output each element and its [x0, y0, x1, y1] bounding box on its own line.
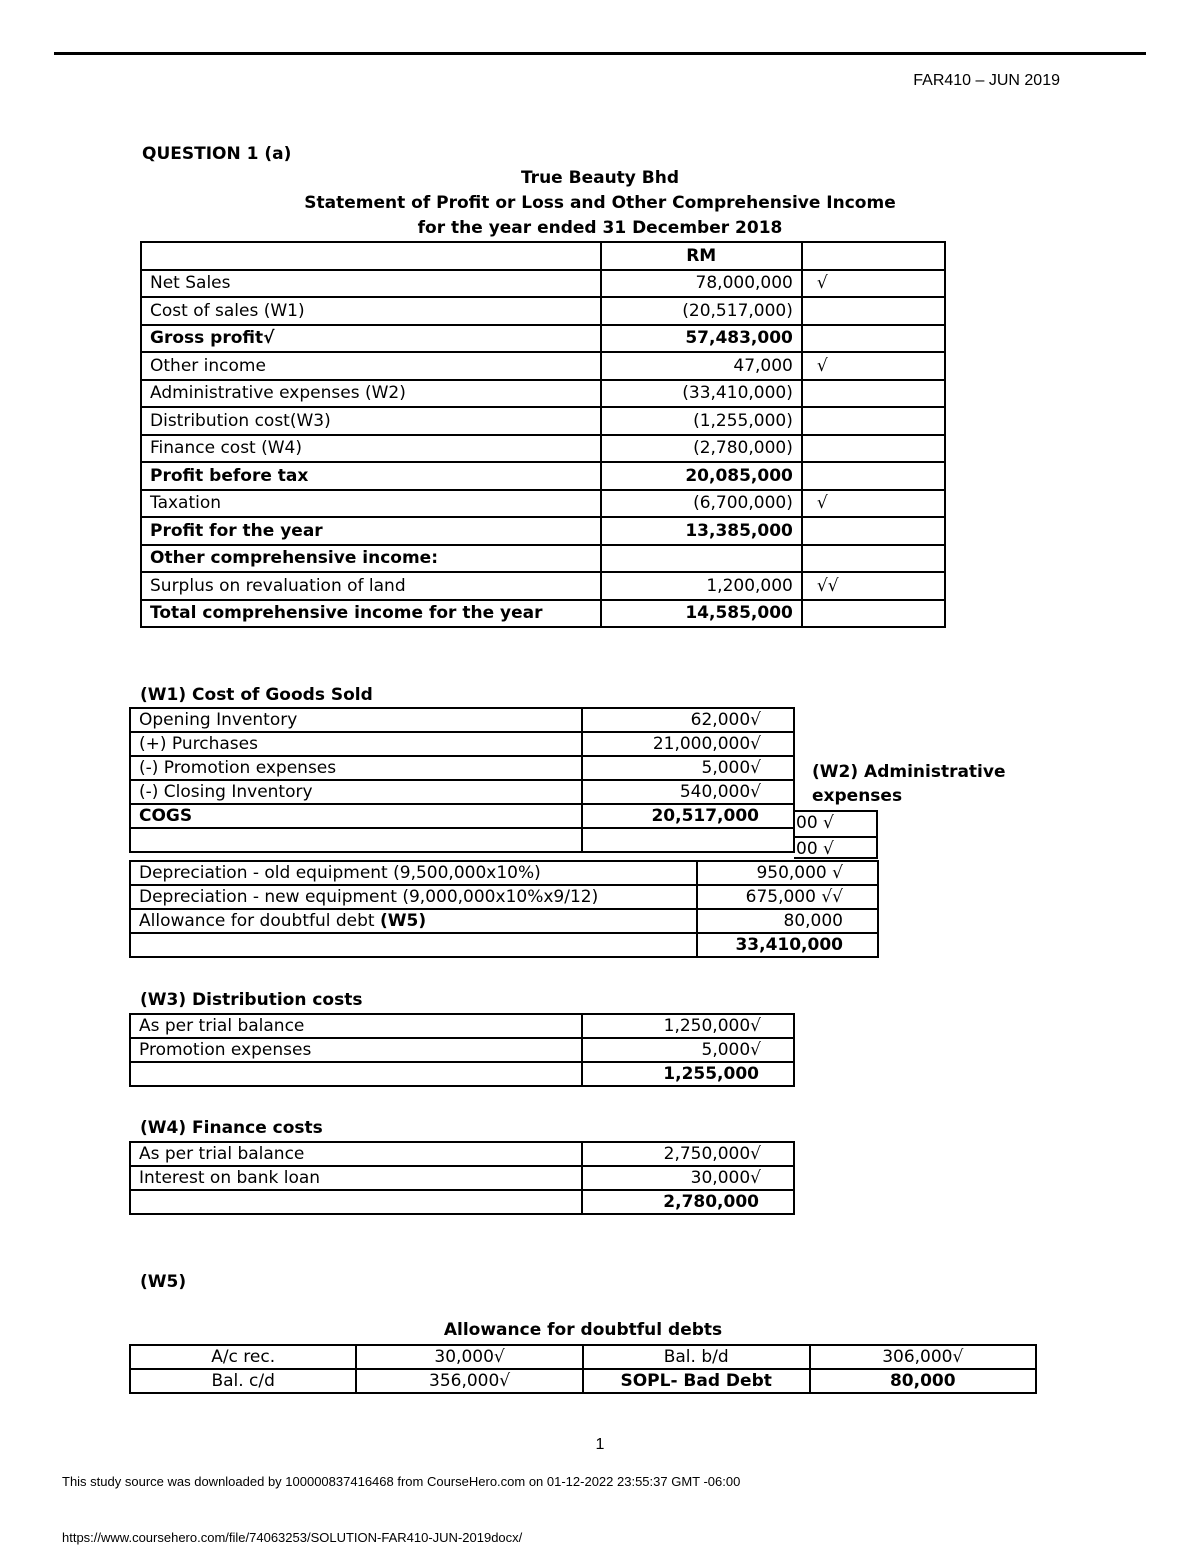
w2-title-line2: expenses — [812, 786, 903, 806]
sopl-row — [141, 325, 945, 353]
sopl-header-blank — [141, 242, 601, 270]
sopl-line-label: Surplus on revaluation of land — [141, 572, 601, 600]
sopl-line-label: Taxation — [141, 490, 601, 518]
sopl-line-tick: √√ — [802, 572, 945, 600]
sopl-line-amount: 20,085,000 — [601, 462, 802, 490]
w2-line-label: Depreciation - old equipment (9,500,000x10%) — [130, 861, 697, 885]
w4-line-label: As per trial balance — [130, 1142, 582, 1166]
sopl-line-amount: 14,585,000 — [601, 600, 802, 628]
w1-row — [130, 708, 794, 732]
w3-title: (W3) Distribution costs — [140, 990, 363, 1010]
sopl-line-label: Gross profit√ — [141, 325, 601, 353]
w5-debit-label-2: Bal. c/d — [130, 1369, 356, 1393]
page-number: 1 — [595, 1436, 605, 1453]
source-url[interactable]: https://www.coursehero.com/file/74063253/SOLUTION-FAR410-JUN-2019docx/ — [62, 1530, 523, 1545]
sopl-line-tick — [802, 297, 945, 325]
sopl-line-amount: 47,000 — [601, 352, 802, 380]
sopl-header-row — [141, 242, 945, 270]
tick-header-blank — [802, 242, 945, 270]
w5-row-2 — [130, 1369, 1036, 1393]
w2-line-amount: 675,000 √√ — [697, 885, 879, 909]
w2-title-line1: (W2) Administrative — [812, 762, 1006, 782]
sopl-line-tick — [802, 462, 945, 490]
sopl-line-amount: 1,200,000 — [601, 572, 802, 600]
sopl-line-amount: 57,483,000 — [601, 325, 802, 353]
sopl-line-amount: (2,780,000) — [601, 435, 802, 463]
w4-row — [130, 1166, 794, 1190]
w2-row — [130, 885, 878, 909]
statement-title: Statement of Profit or Loss and Other Comprehensive Income — [304, 193, 896, 213]
w5-reference: (W5) — [379, 911, 427, 931]
sopl-line-label: Distribution cost(W3) — [141, 407, 601, 435]
sopl-line-label: Other income — [141, 352, 601, 380]
w5-debit-amount-2: 356,000√ — [356, 1369, 582, 1393]
w3-line-amount: 5,000√ — [582, 1038, 794, 1062]
w5-ledger-table — [129, 1344, 1037, 1394]
sopl-row — [141, 297, 945, 325]
w1-row — [130, 756, 794, 780]
w1-line-label: (-) Promotion expenses — [130, 756, 582, 780]
w1-blank-cell — [582, 828, 794, 852]
sopl-row — [141, 380, 945, 408]
w3-total-row — [130, 1062, 794, 1086]
sopl-line-tick — [802, 545, 945, 573]
w2-row — [130, 909, 878, 933]
w3-line-label: As per trial balance — [130, 1014, 582, 1038]
sopl-line-amount — [601, 545, 802, 573]
w1-blank-cell — [130, 828, 582, 852]
w3-row — [130, 1014, 794, 1038]
w2-line-label: Depreciation - new equipment (9,000,000x10%x9/12) — [130, 885, 697, 909]
sopl-line-label: Administrative expenses (W2) — [141, 380, 601, 408]
w5-debit-label-1: A/c rec. — [130, 1345, 356, 1369]
w2-row — [130, 861, 878, 885]
w5-account-title: Allowance for doubtful debts — [443, 1320, 723, 1340]
w4-total-blank — [130, 1190, 582, 1214]
w1-row — [130, 780, 794, 804]
w4-table — [129, 1141, 795, 1215]
w2-line-amount: 80,000 — [697, 909, 879, 933]
sopl-row — [141, 270, 945, 298]
sopl-line-amount: (20,517,000) — [601, 297, 802, 325]
sopl-line-label: Total comprehensive income for the year — [141, 600, 601, 628]
w2-table — [129, 860, 879, 958]
currency-header: RM — [601, 242, 802, 270]
w5-debit-amount-1: 30,000√ — [356, 1345, 582, 1369]
w4-line-label: Interest on bank loan — [130, 1166, 582, 1190]
w1-blank-row — [130, 828, 794, 852]
w1-line-label: COGS — [130, 804, 582, 828]
sopl-line-amount: 13,385,000 — [601, 517, 802, 545]
w2-line-amount: 950,000 √ — [697, 861, 879, 885]
w5-credit-label-1: Bal. b/d — [583, 1345, 810, 1369]
sopl-row — [141, 435, 945, 463]
w4-row — [130, 1142, 794, 1166]
sopl-line-tick — [802, 407, 945, 435]
sopl-table — [140, 241, 946, 628]
sopl-line-tick — [802, 325, 945, 353]
sopl-line-amount: (6,700,000) — [601, 490, 802, 518]
sopl-line-tick — [802, 600, 945, 628]
sopl-line-label: Profit before tax — [141, 462, 601, 490]
w5-credit-amount-1: 306,000√ — [810, 1345, 1036, 1369]
statement-period: for the year ended 31 December 2018 — [417, 218, 783, 238]
sopl-row — [141, 572, 945, 600]
w1-line-amount: 62,000√ — [582, 708, 794, 732]
w3-table — [129, 1013, 795, 1087]
company-name: True Beauty Bhd — [520, 168, 680, 188]
w4-line-amount: 30,000√ — [582, 1166, 794, 1190]
w1-title: (W1) Cost of Goods Sold — [140, 685, 373, 705]
sopl-row — [141, 545, 945, 573]
sopl-row — [141, 352, 945, 380]
sopl-line-label: Net Sales — [141, 270, 601, 298]
w4-title: (W4) Finance costs — [140, 1118, 323, 1138]
sopl-line-amount: (1,255,000) — [601, 407, 802, 435]
sopl-row — [141, 517, 945, 545]
w3-line-label: Promotion expenses — [130, 1038, 582, 1062]
sopl-line-tick — [802, 435, 945, 463]
sopl-line-amount: (33,410,000) — [601, 380, 802, 408]
sopl-line-label: Other comprehensive income: — [141, 545, 601, 573]
w2-hidden-row-1: 00 √ — [794, 812, 876, 838]
w1-row — [130, 732, 794, 756]
w3-total: 1,255,000 — [582, 1062, 794, 1086]
sopl-line-label: Cost of sales (W1) — [141, 297, 601, 325]
sopl-line-tick: √ — [802, 490, 945, 518]
w2-total: 33,410,000 — [697, 933, 879, 957]
w5-credit-amount-2: 80,000 — [810, 1369, 1036, 1393]
w2-total-row — [130, 933, 878, 957]
sopl-line-tick — [802, 380, 945, 408]
w1-row — [130, 804, 794, 828]
w5-row-1 — [130, 1345, 1036, 1369]
w1-line-label: (+) Purchases — [130, 732, 582, 756]
w2-hidden-rows — [794, 810, 878, 859]
sopl-line-label: Profit for the year — [141, 517, 601, 545]
w5-title: (W5) — [140, 1272, 187, 1292]
w2-hidden-row-2: 00 √ — [796, 839, 834, 859]
w4-total-row — [130, 1190, 794, 1214]
sopl-line-tick: √ — [802, 270, 945, 298]
w1-line-label: (-) Closing Inventory — [130, 780, 582, 804]
sopl-line-amount: 78,000,000 — [601, 270, 802, 298]
sopl-row — [141, 407, 945, 435]
question-heading: QUESTION 1 (a) — [142, 144, 292, 164]
w1-line-amount: 20,517,000 — [582, 804, 794, 828]
download-notice: This study source was downloaded by 100000837416468 from CourseHero.com on 01-12-2022 23:55:37 GMT -06:00 — [62, 1474, 741, 1489]
sopl-line-label: Finance cost (W4) — [141, 435, 601, 463]
w2-line-label: Allowance for doubtful debt (W5) — [130, 909, 697, 933]
w1-table — [129, 707, 795, 853]
w4-line-amount: 2,750,000√ — [582, 1142, 794, 1166]
sopl-line-tick — [802, 517, 945, 545]
w3-total-blank — [130, 1062, 582, 1086]
w4-total: 2,780,000 — [582, 1190, 794, 1214]
w1-line-label: Opening Inventory — [130, 708, 582, 732]
sopl-row — [141, 600, 945, 628]
w3-line-amount: 1,250,000√ — [582, 1014, 794, 1038]
w1-line-amount: 5,000√ — [582, 756, 794, 780]
top-rule — [54, 52, 1146, 55]
sopl-row — [141, 490, 945, 518]
w1-line-amount: 540,000√ — [582, 780, 794, 804]
w3-row — [130, 1038, 794, 1062]
sopl-row — [141, 462, 945, 490]
w5-credit-label-2: SOPL- Bad Debt — [583, 1369, 810, 1393]
sopl-line-tick: √ — [802, 352, 945, 380]
w1-line-amount: 21,000,000√ — [582, 732, 794, 756]
w2-total-blank — [130, 933, 697, 957]
course-code: FAR410 – JUN 2019 — [913, 72, 1060, 89]
